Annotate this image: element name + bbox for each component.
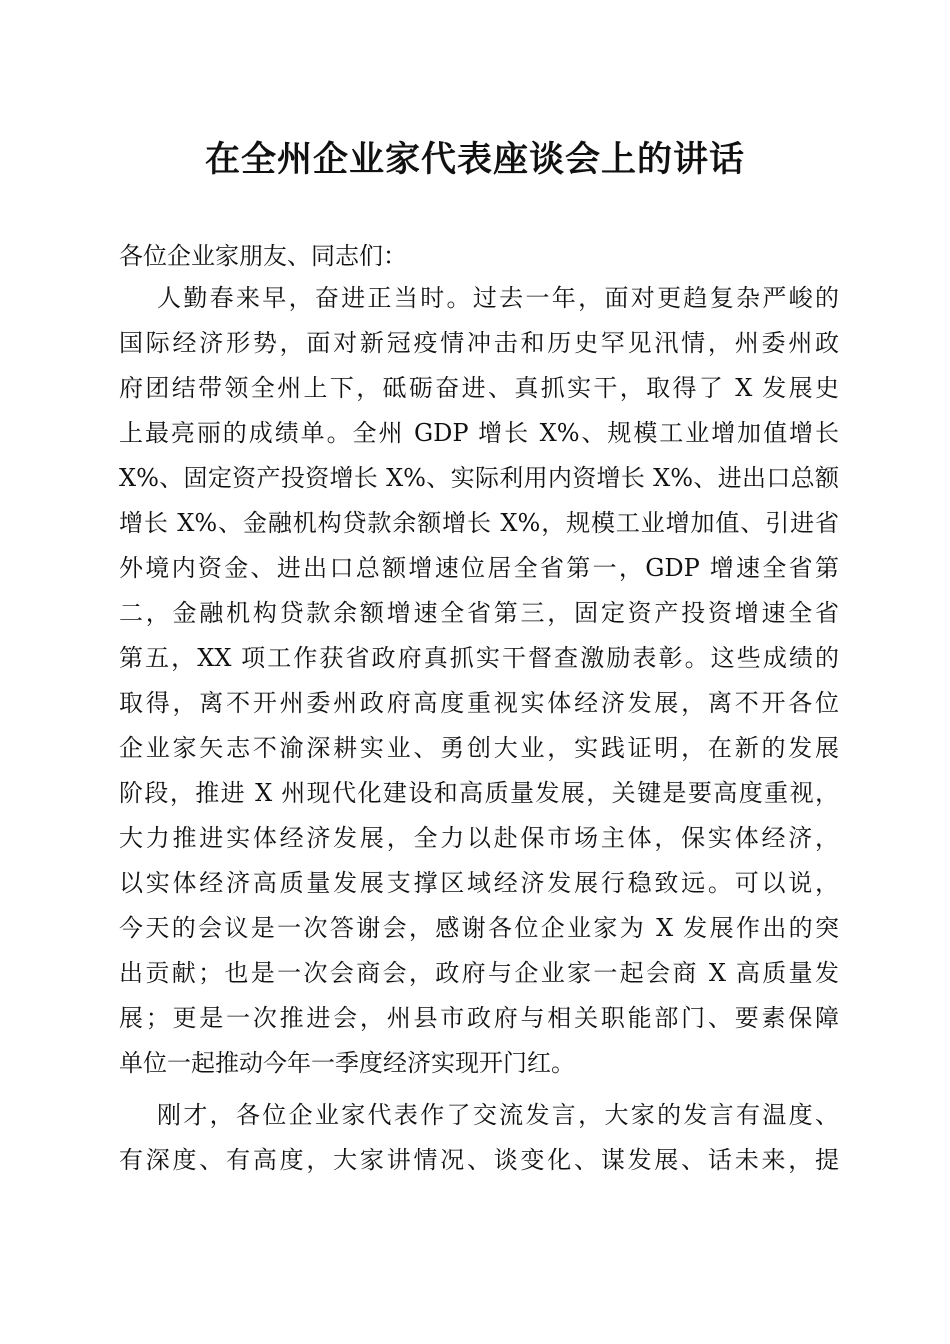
paragraph-line: 人勤春来早，奋进正当时。过去一年，面对更趋复杂严峻的 [157,284,839,312]
paragraph-line: 取得，离不开州委州政府高度重视实体经济发展，离不开各位 [119,689,839,717]
paragraph-line: 大力推进实体经济发展，全力以赴保市场主体，保实体经济， [119,824,839,852]
paragraph-line: 刚才，各位企业家代表作了交流发言，大家的发言有温度、 [157,1101,839,1129]
paragraph-line: 以实体经济高质量发展支撑区域经济发展行稳致远。可以说， [119,869,839,897]
paragraph-line: 外境内资金、进出口总额增速位居全省第一，GDP 增速全省第 [119,554,839,582]
paragraph-line: 有深度、有高度，大家讲情况、谈变化、谋发展、话未来，提 [119,1146,839,1174]
document-title: 在全州企业家代表座谈会上的讲话 [204,139,745,180]
paragraph-line: 今天的会议是一次答谢会，感谢各位企业家为 X 发展作出的突 [119,914,839,942]
paragraph-line: 企业家矢志不渝深耕实业、勇创大业，实践证明，在新的发展 [119,734,839,762]
salutation: 各位企业家朋友、同志们： [119,242,407,270]
paragraph-line: X%、固定资产投资增长 X%、实际利用内资增长 X%、进出口总额 [119,464,839,492]
paragraph-line: 阶段，推进 X 州现代化建设和高质量发展，关键是要高度重视， [119,779,839,807]
paragraph-line: 增长 X%、金融机构贷款余额增长 X%，规模工业增加值、引进省 [119,509,839,537]
paragraph-line: 二，金融机构贷款余额增速全省第三，固定资产投资增速全省 [119,599,839,627]
paragraph-line: 国际经济形势，面对新冠疫情冲击和历史罕见汛情，州委州政 [119,329,839,357]
paragraph-line: 第五，XX 项工作获省政府真抓实干督查激励表彰。这些成绩的 [119,644,839,672]
paragraph-line: 出贡献；也是一次会商会，政府与企业家一起会商 X 高质量发 [119,959,839,987]
paragraph-line: 府团结带领全州上下，砥砺奋进、真抓实干，取得了 X 发展史 [119,374,839,402]
paragraph-line: 上最亮丽的成绩单。全州 GDP 增长 X%、规模工业增加值增长 [119,419,839,447]
paragraph-line-last: 单位一起推动今年一季度经济实现开门红。 [119,1049,575,1077]
paragraph-line: 展；更是一次推进会，州县市政府与相关职能部门、要素保障 [119,1004,839,1032]
